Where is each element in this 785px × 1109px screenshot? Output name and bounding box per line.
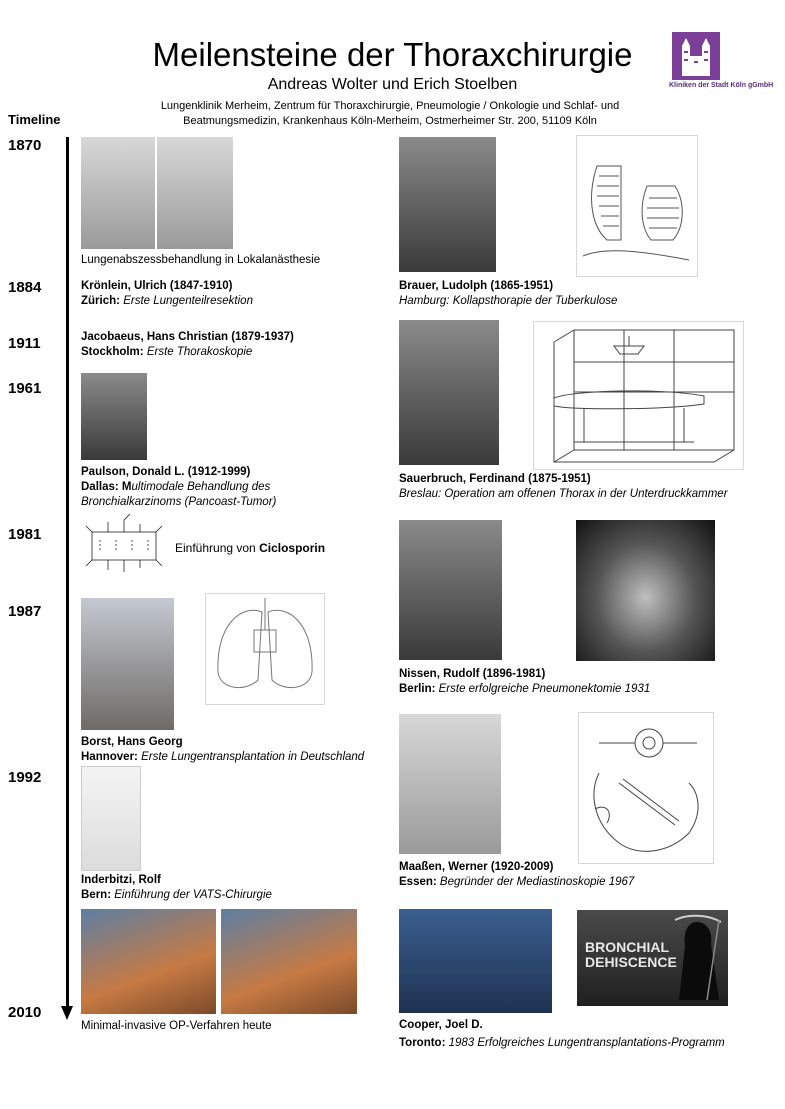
chest-xray-image	[576, 520, 715, 661]
jacobaeus-name: Jacobaeus, Hans Christian (1879-1937)	[81, 331, 294, 343]
poster-authors: Andreas Wolter und Erich Stoelben	[267, 76, 518, 93]
year-label: 1981	[8, 526, 42, 543]
kroenlein-name: Krönlein, Ulrich (1847-1910)	[81, 280, 233, 292]
brauer-desc: Kollapsthorapie der Tuberkulose	[452, 295, 618, 307]
year-label: 1987	[8, 603, 42, 620]
poster-title: Meilensteine der Thoraxchirurgie	[152, 36, 633, 73]
timeline-axis	[66, 137, 69, 1009]
affiliation	[110, 99, 670, 129]
maassen-name: Maaßen, Werner (1920-2009)	[399, 861, 554, 873]
brauer-name: Brauer, Ludolph (1865-1951)	[399, 280, 554, 292]
inderbitzi-desc: Einführung der VATS-Chirurgie	[114, 889, 272, 901]
year-label: 1911	[8, 335, 41, 352]
affiliation-line-2: Beatmungsmedizin, Krankenhaus Köln-Merheim, Ostmerheimer Str. 200, 51109 Köln	[183, 115, 597, 127]
lung-transplant-sketch	[205, 593, 325, 705]
cooper-entry	[399, 1018, 725, 1051]
jacobaeus-desc: Erste Thorakoskopie	[146, 346, 253, 358]
inderbitzi-entry	[81, 873, 272, 903]
bronchial-dehiscence-image	[577, 910, 728, 1006]
bronchial-line-1: BRONCHIAL	[585, 939, 669, 955]
inderbitzi-portrait	[81, 766, 141, 871]
year-label: 1884	[8, 279, 42, 296]
year-label: 1870	[8, 137, 42, 154]
borst-desc: Erste Lungentransplantation in Deutschland	[141, 751, 365, 763]
minimal-invasive-photo-2	[221, 909, 357, 1014]
patient-back-photo-2	[157, 137, 233, 249]
brauer-entry	[399, 279, 617, 309]
minimal-invasive-caption: Minimal-invasive OP-Verfahren heute	[81, 1020, 272, 1032]
sauerbruch-portrait	[399, 320, 499, 465]
timeline-label: Timeline	[8, 112, 61, 127]
year-label: 2010	[8, 1004, 42, 1021]
kroenlein-entry	[81, 279, 253, 309]
jacobaeus-city: Stockholm:	[81, 346, 144, 358]
borst-city: Hannover:	[81, 751, 138, 763]
jacobaeus-entry	[81, 330, 294, 360]
cooper-name: Cooper, Joel D.	[399, 1019, 483, 1031]
nissen-name: Nissen, Rudolf (1896-1981)	[399, 668, 546, 680]
nissen-entry	[399, 667, 650, 697]
affiliation-line-1: Lungenklinik Merheim, Zentrum für Thoraxchirurgie, Pneumologie / Onkologie und Schlaf- und	[160, 100, 620, 112]
sauerbruch-entry	[399, 472, 728, 502]
minimal-invasive-photo-1	[81, 909, 216, 1014]
vacuum-chamber-sketch	[533, 321, 744, 470]
bronchial-dehiscence-text	[585, 940, 677, 970]
borst-portrait	[81, 598, 174, 730]
logo-text: Kliniken der Stadt Köln gGmbH	[669, 82, 774, 89]
nissen-desc: Erste erfolgreiche Pneumonektomie 1931	[438, 683, 651, 695]
brauer-city: Hamburg:	[399, 295, 450, 307]
patient-back-photo-1	[81, 137, 155, 249]
paulson-name: Paulson, Donald L. (1912-1999)	[81, 466, 251, 478]
cathedral-logo-icon	[672, 32, 720, 80]
inderbitzi-name: Inderbitzi, Rolf	[81, 874, 161, 886]
mediastinoscopy-sketch	[578, 712, 714, 864]
year-label: 1961	[8, 380, 42, 397]
ciclosporin-bold: Ciclosporin	[259, 541, 326, 555]
brauer-portrait	[399, 137, 496, 272]
nissen-portrait	[399, 520, 502, 660]
cooper-desc: 1983 Erfolgreiches Lungentransplantations-Programm	[448, 1037, 725, 1049]
kroenlein-desc: Erste Lungenteilresektion	[123, 295, 253, 307]
borst-entry	[81, 735, 364, 765]
maassen-city: Essen:	[399, 876, 437, 888]
sauerbruch-name: Sauerbruch, Ferdinand (1875-1951)	[399, 473, 591, 485]
year-label: 1992	[8, 769, 42, 786]
ciclosporin-caption	[175, 541, 325, 555]
nissen-city: Berlin:	[399, 683, 436, 695]
clinic-logo	[669, 32, 785, 92]
cooper-portrait	[399, 909, 552, 1013]
paulson-desc-2: Bronchialkarzinoms (Pancoast-Tumor)	[81, 496, 277, 508]
maassen-portrait	[399, 714, 501, 854]
cooper-city: Toronto:	[399, 1037, 446, 1049]
paulson-entry	[81, 465, 276, 510]
lung-abscess-caption: Lungenabszessbehandlung in Lokalanästhesie	[81, 254, 321, 266]
paulson-desc-1: ultimodale Behandlung des	[131, 481, 271, 493]
paulson-portrait	[81, 373, 147, 460]
maassen-entry	[399, 860, 634, 890]
ciclosporin-pre: Einführung von	[175, 541, 260, 555]
timeline-arrow-icon	[61, 1006, 73, 1020]
borst-name: Borst, Hans Georg	[81, 736, 183, 748]
paulson-city: Dallas: M	[81, 481, 132, 493]
kroenlein-city: Zürich:	[81, 295, 120, 307]
grim-reaper-icon	[673, 914, 725, 1002]
inderbitzi-city: Bern:	[81, 889, 112, 901]
ciclosporin-structure	[78, 512, 170, 578]
maassen-desc: Begründer der Mediastinoskopie 1967	[439, 876, 635, 888]
bronchial-line-2: DEHISCENCE	[585, 954, 677, 970]
collapse-therapy-sketch	[576, 135, 698, 277]
sauerbruch-desc: Breslau: Operation am offenen Thorax in der Unterdruckkammer	[399, 488, 728, 500]
